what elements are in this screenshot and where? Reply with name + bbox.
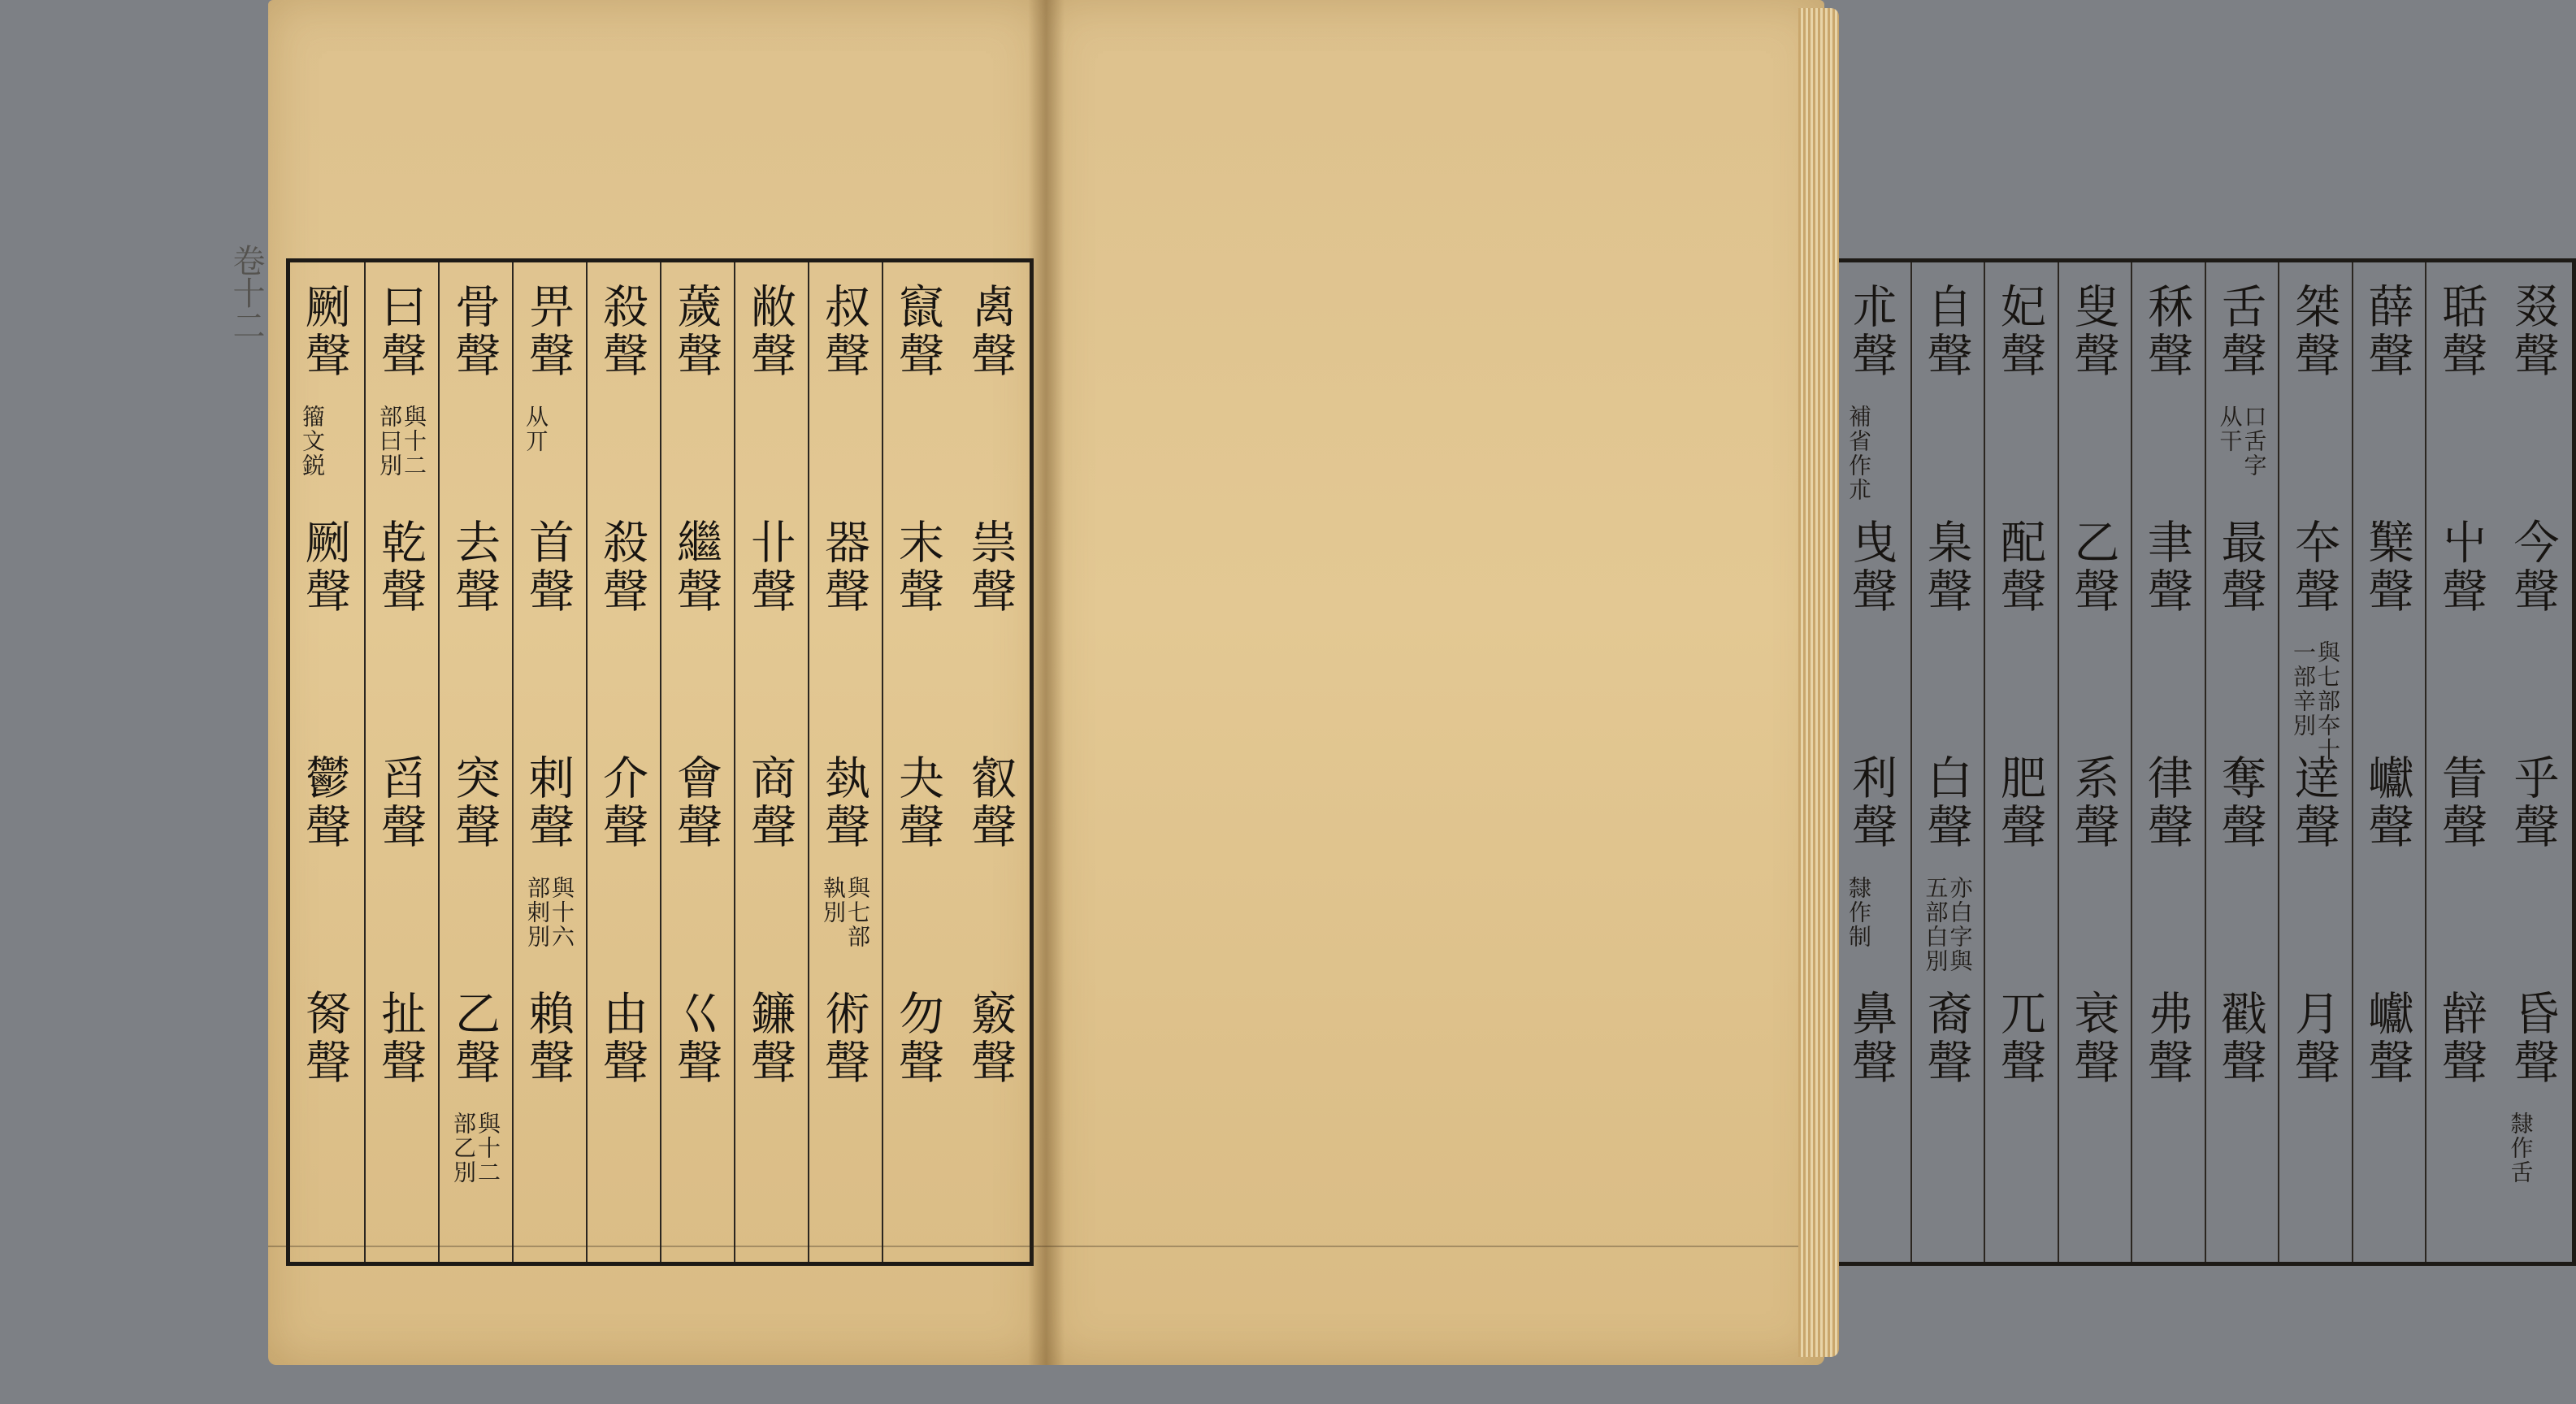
phonetic-entry: 衰聲 [2066, 990, 2120, 1087]
right-page-footer [1044, 1246, 1824, 1292]
phonetic-entry: 卝聲 [744, 518, 796, 616]
phonetic-entry: 配聲 [1993, 518, 2046, 616]
phonetic-entry: 舀聲 [374, 754, 427, 852]
open-book [228, 0, 2560, 1365]
text-column [882, 262, 956, 1262]
phonetic-entry: 會聲 [670, 754, 722, 852]
phonetic-entry: 殺聲 [596, 518, 648, 616]
left-text-frame [286, 258, 1034, 1266]
phonetic-entry: 禼聲 [964, 283, 1017, 380]
phonetic-entry: 律聲 [2140, 754, 2193, 852]
text-column [808, 262, 882, 1262]
phonetic-entry: 扯聲 [374, 990, 427, 1087]
phonetic-entry: 兀聲 [1993, 990, 2046, 1087]
right-page [1044, 0, 2560, 1365]
phonetic-entry: 聒聲 [2435, 283, 2487, 380]
left-page-footer [268, 1246, 1044, 1292]
phonetic-entry: 今聲 [2506, 518, 2560, 616]
phonetic-entry: 叕聲 [2506, 283, 2560, 380]
annotation-note: 从丌 [523, 405, 549, 453]
phonetic-entry: 夬聲 [891, 754, 944, 852]
annotation-note: 亦白字與五部白別 [1922, 876, 1974, 973]
phonetic-entry: 妃聲 [1993, 283, 2046, 380]
phonetic-entry: 畀聲 [522, 283, 575, 380]
phonetic-entry: 埶聲 [817, 754, 870, 852]
phonetic-entry: 殺聲 [596, 283, 648, 380]
phonetic-entry: 賴聲 [522, 990, 575, 1087]
text-column [660, 262, 734, 1262]
phonetic-entry: 叔聲 [817, 283, 870, 380]
text-column [2278, 262, 2352, 1262]
phonetic-entry: 系聲 [2066, 754, 2120, 852]
left-page [228, 0, 1044, 1365]
phonetic-entry: 器聲 [817, 518, 870, 616]
phonetic-entry: 繼聲 [670, 518, 722, 616]
phonetic-entry: 秝聲 [2140, 283, 2193, 380]
text-column [290, 262, 364, 1262]
phonetic-entry: 竄聲 [891, 283, 944, 380]
phonetic-entry: 介聲 [596, 754, 648, 852]
text-column [2058, 262, 2131, 1262]
phonetic-entry: 利聲 [1845, 754, 1897, 852]
annotation-note: 隸作舌 [2507, 1112, 2535, 1185]
phonetic-entry: 乙聲 [448, 990, 501, 1087]
phonetic-entry: 叡聲 [964, 754, 1017, 852]
phonetic-entry: 薉聲 [670, 283, 722, 380]
text-column [2131, 262, 2205, 1262]
phonetic-entry: 鼻聲 [1845, 990, 1897, 1087]
phonetic-entry: 曳聲 [1845, 518, 1897, 616]
phonetic-entry: 劂聲 [298, 283, 351, 380]
annotation-note: 補省作朮 [1845, 405, 1872, 502]
phonetic-entry: 戳聲 [2214, 990, 2267, 1087]
phonetic-entry: 巘聲 [2361, 754, 2414, 852]
phonetic-entry: 剌聲 [522, 754, 575, 852]
text-column [2205, 262, 2279, 1262]
phonetic-entry: 突聲 [448, 754, 501, 852]
text-column [956, 262, 1030, 1262]
phonetic-entry: 夲聲 [2288, 518, 2340, 616]
phonetic-entry: 白聲 [1919, 754, 1973, 852]
phonetic-entry: 乎聲 [2506, 754, 2560, 852]
phonetic-entry: 乙聲 [2066, 518, 2120, 616]
annotation-note: 與七部執別 [820, 876, 871, 949]
phonetic-entry: 薛聲 [2361, 283, 2414, 380]
phonetic-entry: 屮聲 [2435, 518, 2487, 616]
phonetic-entry: 叟聲 [2066, 283, 2120, 380]
phonetic-entry: 眚聲 [2435, 754, 2487, 852]
text-column [1910, 262, 1984, 1262]
phonetic-entry: 巜聲 [670, 990, 722, 1087]
phonetic-entry: 臬聲 [1919, 518, 1973, 616]
phonetic-entry: 鬱聲 [298, 754, 351, 852]
phonetic-entry: 由聲 [596, 990, 648, 1087]
phonetic-entry: 辪聲 [2435, 990, 2487, 1087]
annotation-note: 籀文鋭 [299, 405, 326, 478]
text-column [438, 262, 512, 1262]
annotation-note: 與十二部乙別 [450, 1112, 501, 1185]
phonetic-entry: 乾聲 [374, 518, 427, 616]
phonetic-entry: 敝聲 [744, 283, 796, 380]
phonetic-entry: 最聲 [2214, 518, 2267, 616]
phonetic-entry: 月聲 [2288, 990, 2340, 1087]
text-column [734, 262, 808, 1262]
margin-label: 卷十二 [228, 244, 265, 341]
annotation-note: 與十二部曰別 [376, 405, 427, 478]
phonetic-entry: 商聲 [744, 754, 796, 852]
annotation-note: 與十六部剌別 [524, 876, 575, 949]
phonetic-entry: 肥聲 [1993, 754, 2046, 852]
phonetic-entry: 聿聲 [2140, 518, 2193, 616]
phonetic-entry: 逹聲 [2288, 754, 2340, 852]
text-column [1837, 262, 1910, 1262]
phonetic-entry: 巘聲 [2361, 990, 2414, 1087]
phonetic-entry: 曰聲 [374, 283, 427, 380]
phonetic-entry: 弗聲 [2140, 990, 2193, 1087]
text-column [2352, 262, 2426, 1262]
phonetic-entry: 裔聲 [1919, 990, 1973, 1087]
page-edge [1798, 8, 1839, 1357]
text-column [2425, 262, 2499, 1262]
phonetic-entry: 勿聲 [891, 990, 944, 1087]
phonetic-entry: 奪聲 [2214, 754, 2267, 852]
phonetic-entry: 櫱聲 [2361, 518, 2414, 616]
phonetic-entry: 首聲 [522, 518, 575, 616]
text-column [1984, 262, 2058, 1262]
phonetic-entry: 桀聲 [2288, 283, 2340, 380]
book-gutter [1028, 0, 1065, 1365]
phonetic-entry: 自聲 [1919, 283, 1973, 380]
phonetic-entry: 祟聲 [964, 518, 1017, 616]
phonetic-entry: 末聲 [891, 518, 944, 616]
phonetic-entry: 去聲 [448, 518, 501, 616]
text-column [586, 262, 660, 1262]
phonetic-entry: 骨聲 [448, 283, 501, 380]
text-column [512, 262, 586, 1262]
phonetic-entry: 昏聲 [2506, 990, 2560, 1087]
annotation-note: 與七部夲十一部辛別 [2290, 640, 2341, 762]
annotation-note: 隸作制 [1845, 876, 1872, 949]
phonetic-entry: 竅聲 [964, 990, 1017, 1087]
phonetic-entry: 胬聲 [298, 990, 351, 1087]
text-column [364, 262, 438, 1262]
phonetic-entry: 術聲 [817, 990, 870, 1087]
phonetic-entry: 朮聲 [1845, 283, 1897, 380]
right-text-frame [1832, 258, 2576, 1266]
phonetic-entry: 舌聲 [2214, 283, 2267, 380]
text-column [2499, 262, 2573, 1262]
phonetic-entry: 劂聲 [298, 518, 351, 616]
annotation-note: 口舌字从干 [2216, 405, 2268, 478]
phonetic-entry: 鐮聲 [744, 990, 796, 1087]
